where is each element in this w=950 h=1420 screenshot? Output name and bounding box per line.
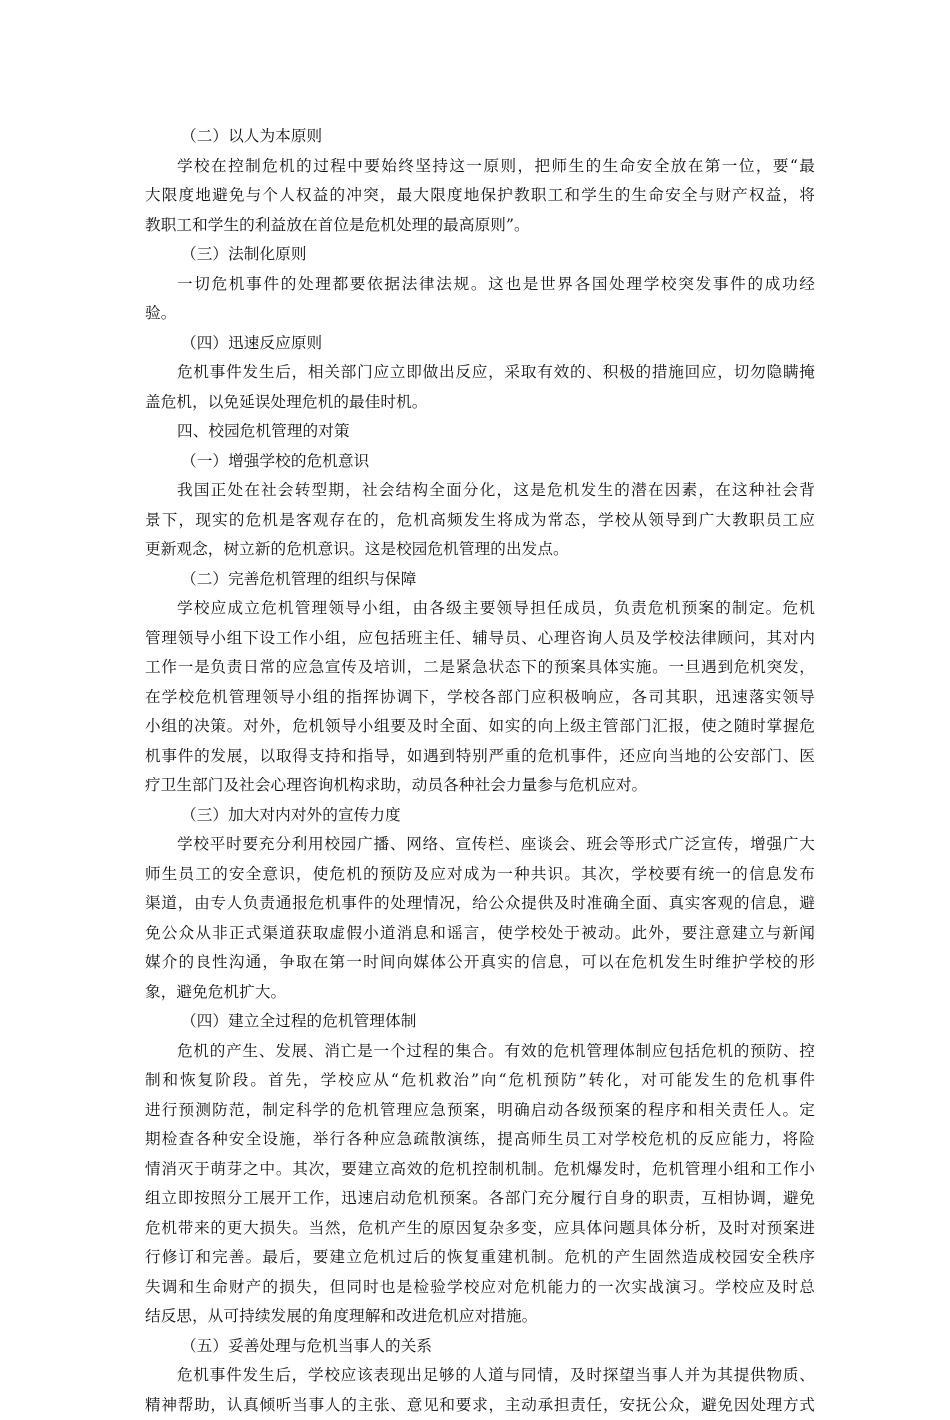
text-line: 景下，现实的危机是客观存在的，危机高频发生将成为常态，学校从领导到广大教职员工应 [145,506,815,536]
text-line: 行修订和完善。最后，要建立危机过后的恢复重建机制。危机的产生固然造成校园安全秩序 [145,1243,815,1273]
document-page [145,122,815,1420]
text-line: 结反思，从可持续发展的角度理解和改进危机应对措施。 [145,1302,815,1332]
text-line: 期检查各种安全设施，举行各种应急疏散演练，提高师生员工对学校危机的反应能力，将险 [145,1125,815,1155]
text-line: 危机的产生、发展、消亡是一个过程的集合。有效的危机管理体制应包括危机的预防、控 [145,1037,815,1067]
section-heading: （三）法制化原则 [145,240,815,270]
text-line: 更新观念，树立新的危机意识。这是校园危机管理的出发点。 [145,535,815,565]
text-line: 象，避免危机扩大。 [145,978,815,1008]
text-line: 情消灭于萌芽之中。其次，要建立高效的危机控制机制。危机爆发时，危机管理小组和工作小 [145,1155,815,1185]
section-heading: （五）妥善处理与危机当事人的关系 [145,1332,815,1362]
text-line: 师生员工的安全意识，使危机的预防及应对成为一种共识。其次，学校要有统一的信息发布 [145,860,815,890]
text-line: 进行预测防范，制定科学的危机管理应急预案，明确启动各级预案的程序和相关责任人。定 [145,1096,815,1126]
text-line: 验。 [145,299,815,329]
text-line: 小组的决策。对外，危机领导小组要及时全面、如实的向上级主管部门汇报，使之随时掌握危 [145,712,815,742]
text-line: 免公众从非正式渠道获取虚假小道消息和谣言，使学校处于被动。此外，要注意建立与新闻 [145,919,815,949]
section-heading: （二）完善危机管理的组织与保障 [145,565,815,595]
text-line: 一切危机事件的处理都要依据法律法规。这也是世界各国处理学校突发事件的成功经 [145,270,815,300]
section-heading: （四）迅速反应原则 [145,329,815,359]
text-line: 盖危机，以免延误处理危机的最佳时机。 [145,388,815,418]
section-heading: （二）以人为本原则 [145,122,815,152]
text-line: 组立即按照分工展开工作，迅速启动危机预案。各部门充分履行自身的职责，互相协调，避免 [145,1184,815,1214]
text-line: 制和恢复阶段。首先，学校应从“危机救治”向“危机预防”转化，对可能发生的危机事件 [145,1066,815,1096]
text-line: 教职工和学生的利益放在首位是危机处理的最高原则”。 [145,211,815,241]
text-line: 危机事件发生后，学校应该表现出足够的人道与同情，及时探望当事人并为其提供物质、 [145,1361,815,1391]
text-line: 渠道，由专人负责通报危机事件的处理情况，给公众提供及时准确全面、真实客观的信息，避 [145,889,815,919]
text-line: 学校应成立危机管理领导小组，由各级主要领导担任成员，负责危机预案的制定。危机 [145,594,815,624]
text-line: 危机带来的更大损失。当然，危机产生的原因复杂多变，应具体问题具体分析，及时对预案进 [145,1214,815,1244]
text-line: 大限度地避免与个人权益的冲突，最大限度地保护教职工和学生的生命安全与财产权益，将 [145,181,815,211]
text-line: 疗卫生部门及社会心理咨询机构求助，动员各种社会力量参与危机应对。 [145,771,815,801]
text-line: 在学校危机管理领导小组的指挥协调下，学校各部门应积极响应，各司其职，迅速落实领导 [145,683,815,713]
text-line: 四、校园危机管理的对策 [145,417,815,447]
text-line: 精神帮助，认真倾听当事人的主张、意见和要求，主动承担责任，安抚公众，避免因处理方式 [145,1391,815,1420]
section-heading: （一）增强学校的危机意识 [145,447,815,477]
section-heading: （三）加大对内对外的宣传力度 [145,801,815,831]
text-line: 管理领导小组下设工作小组，应包括班主任、辅导员、心理咨询人员及学校法律顾问，其对内 [145,624,815,654]
text-line: 工作一是负责日常的应急宣传及培训，二是紧急状态下的预案具体实施。一旦遇到危机突发， [145,653,815,683]
text-line: 我国正处在社会转型期，社会结构全面分化，这是危机发生的潜在因素，在这种社会背 [145,476,815,506]
section-heading: （四）建立全过程的危机管理体制 [145,1007,815,1037]
text-line: 危机事件发生后，相关部门应立即做出反应，采取有效的、积极的措施回应，切勿隐瞒掩 [145,358,815,388]
text-line: 学校平时要充分利用校园广播、网络、宣传栏、座谈会、班会等形式广泛宣传，增强广大 [145,830,815,860]
text-line: 失调和生命财产的损失，但同时也是检验学校应对危机能力的一次实战演习。学校应及时总 [145,1273,815,1303]
text-line: 机事件的发展，以取得支持和指导，如遇到特别严重的危机事件，还应向当地的公安部门、医 [145,742,815,772]
text-line: 媒介的良性沟通，争取在第一时间向媒体公开真实的信息，可以在危机发生时维护学校的形 [145,948,815,978]
text-line: 学校在控制危机的过程中要始终坚持这一原则，把师生的生命安全放在第一位，要“最 [145,152,815,182]
